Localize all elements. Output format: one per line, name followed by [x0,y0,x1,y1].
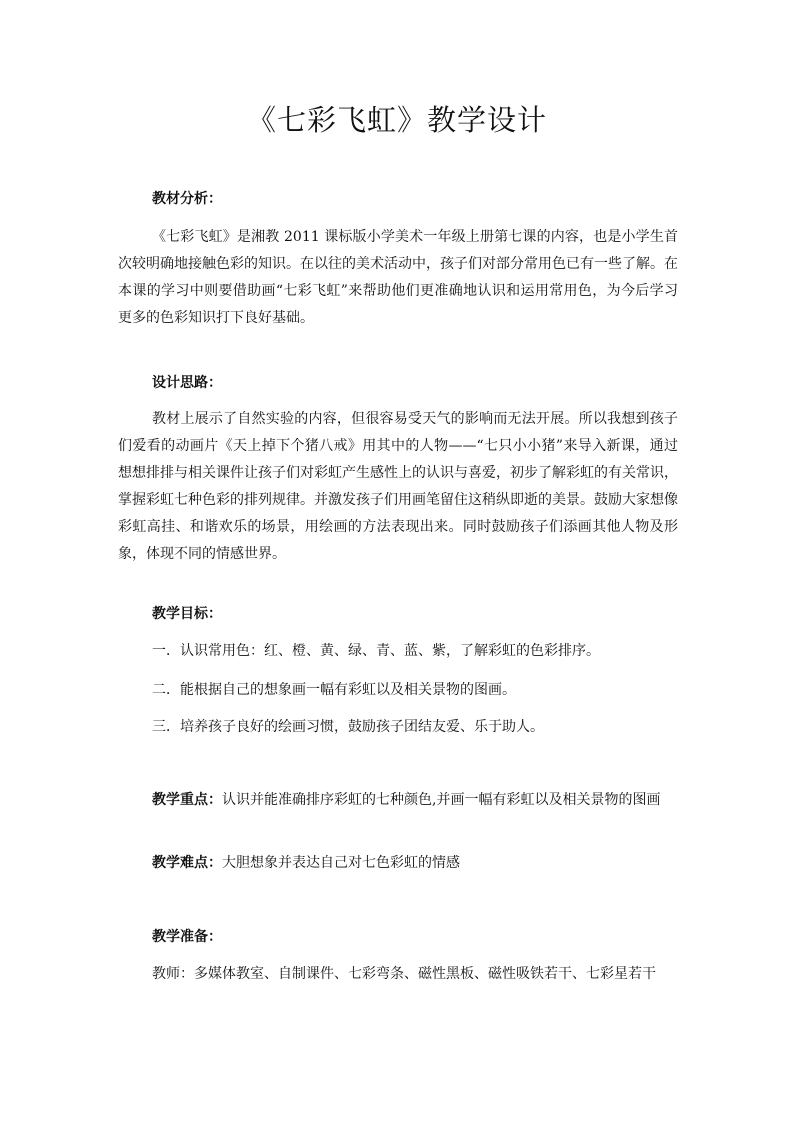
difficulty-section [118,850,678,877]
goals-heading: 教学目标： [152,606,222,622]
design-paragraph: 教材上展示了自然实验的内容，但很容易受天气的影响而无法开展。所以我想到孩子们爱看的动画片《天上掉下个猪八戒》用其中的人物——“七只小小猪”来导入新课，通过想想排排与相关课件让孩子们对彩虹产生感性上的认识与喜爱，初步了解彩虹的有关常识，掌握彩虹七种色彩的排列规律。并激发孩子们用画笔留住这稍纵即逝的美景。鼓励大家想像彩虹高挂、和谐欢乐的场景，用绘画的方法表现出来。同时鼓励孩子们添画其他人物及形象，体现不同的情感世界。 [118,411,678,562]
analysis-paragraph: 《七彩飞虹》是湘教 2011 课标版小学美术一年级上册第七课的内容，也是小学生首次较明确地接触色彩的知识。在以往的美术活动中，孩子们对部分常用色已有一些了解。在本课的学习中则要借助画“七彩飞虹”来帮助他们更准确地认识和运用常用色，为今后学习更多的色彩知识打下良好基础。 [118,229,678,326]
analysis-section [118,224,678,332]
analysis-heading: 教材分析： [152,191,222,207]
keypoint-paragraph [118,787,678,814]
goal-item: 三．培养孩子良好的绘画习惯，鼓励孩子团结友爱、乐于助人。 [152,719,544,735]
document-title: 《七彩飞虹》教学设计 [246,103,547,137]
prep-heading: 教学准备： [152,929,222,945]
goal-item: 二．能根据自己的想象画一幅有彩虹以及相关景物的图画。 [152,682,516,698]
prep-paragraph: 教师：多媒体教室、自制课件、七彩弯条、磁性黑板、磁性吸铁若干、七彩星若干 [152,966,656,982]
difficulty-text: 大胆想象并表达自己对七色彩虹的情感 [222,855,460,871]
goal-item: 一．认识常用色：红、橙、黄、绿、青、蓝、紫，了解彩虹的色彩排序。 [152,643,600,659]
difficulty-label: 教学难点： [152,855,222,871]
design-heading: 设计思路： [152,375,222,391]
prep-section [118,961,678,988]
keypoint-section [118,787,678,814]
design-section [118,406,678,568]
difficulty-paragraph [118,850,678,877]
keypoint-text: 认识并能准确排序彩虹的七种颜色,并画一幅有彩虹以及相关景物的图画 [222,792,661,808]
keypoint-label: 教学重点： [152,792,222,808]
